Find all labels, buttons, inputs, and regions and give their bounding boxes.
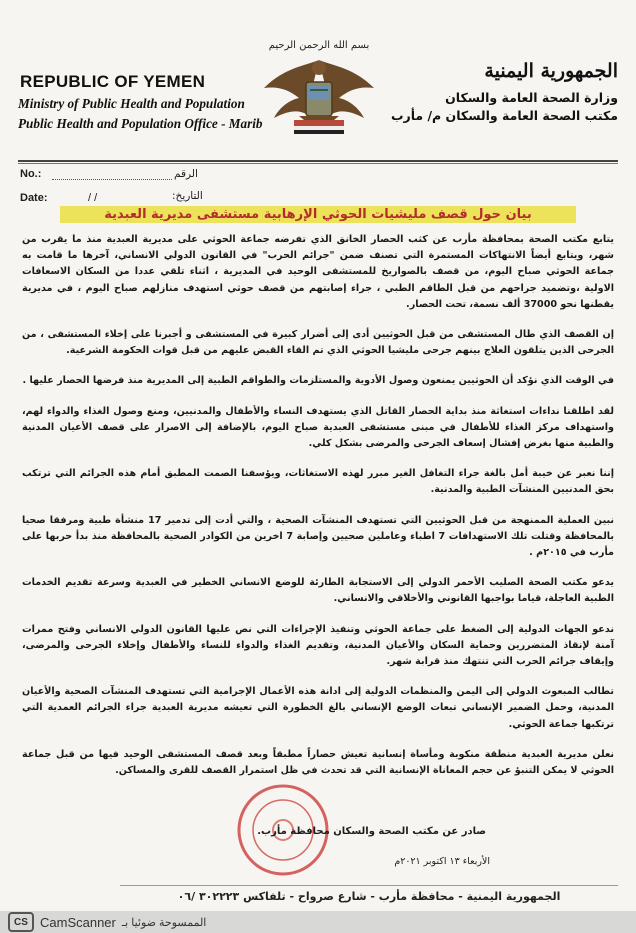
ministry-name: Ministry of Public Health and Population — [18, 96, 245, 111]
paragraph: تطالب المبعوث الدولي إلى اليمن والمنظمات الدولية إلى ادانة هذه الأعمال الإجرامية التي تستهدف المنشآت الصحية والأعيان المدنية، وحمل الضمير الإنساني تبعات الوضع الإنساني بالغ الخطورة التي تعيشه مديرية العبدية جراء الجرائم العمدية التي ترتكبها جماعة الحوثي. — [22, 686, 614, 730]
paragraph: إننا نعبر عن خيبة أمل بالغة جراء التغافل الغير مبرر لهذه الاستغاثات، ويؤسفنا الصمت المطبق أمام هذه الجرائم التي ترتكب بحق المدنيين المنشآت الطبية والمدنية. — [22, 468, 614, 496]
arabic-date-label: التاريخ: — [172, 190, 203, 202]
no-label: No.: — [20, 168, 42, 180]
address-footer: الجمهورية اليمنية - محافظة مأرب - شارع صرواح - تلفاكس ٣٠٢٢٢٣ /٠٦ — [120, 885, 618, 908]
basmala-text: بسم الله الرحمن الرحيم — [268, 40, 370, 51]
header-divider-thin — [18, 163, 618, 164]
signature-line: صادر عن مكتب الصحة والسكان محافظة مأرب. — [257, 826, 486, 837]
camscanner-bar — [0, 911, 636, 933]
date-slashes: / / — [88, 192, 98, 204]
camscanner-arabic-caption: الممسوحة ضوئيا بـ — [121, 916, 207, 929]
yemen-eagle-emblem-icon — [244, 38, 394, 168]
arabic-no-label: الرقم — [174, 168, 198, 180]
paragraph: ندعو الجهات الدولية إلى الضغط على جماعة الحوثي وتنفيذ الإجراءات التي نص عليها القانون الدولي الانساني وفتح ممرات آمنة لإنقاذ المتضررين وحماية السكان والأعيان المدنية، وتقديم الغذاء والدواء للنساء والأطفال وإخلاء الجرحى والمرضى، وإيقاف جرائم الحرب التي تنتهك منذ قرابة شهر. — [22, 623, 614, 668]
camscanner-name: CamScanner — [40, 914, 116, 930]
arabic-republic-title: الجمهورية اليمنية — [484, 60, 618, 82]
paragraph: يتابع مكتب الصحة بمحافظة مأرب عن كثب الحصار الخانق الذي تفرضه جماعة الحوثي على مديرية العبدية منذ ما يقرب من شهر، ويتابع أيضاً الانتهاكات المستمرة التي تصنف ضمن "جرائم الحرب" في القانون الدولي الانساني، آخرها ما قامت به جماعة الحوثي صباح اليوم، من قصف بالصواريخ للمستشفى الوحيد في المديرية ، اثناء تلقي عددا من السكان الاسعافات الاولية ،وتضميد جراحهم من قبل الطاقم الطبي ، جراء إصابتهم من قصف حوثي استهدف منازلهم صباح اليوم ، في مديرية يقطنها نحو 37000 ألف نسمة، تحت الحصار. — [22, 234, 614, 310]
paragraph: إن القصف الذي طال المستشفى من قبل الحوثيين أدى إلى أضرار كبيرة في المستشفى و أجبرنا على إخلاء المستشفى ، من الجرحى الذين يتلقون العلاج بينهم جرحى مليشيا الحوثي الذي تم القاء القبض عليهم من قبل قوات الحكومة الشرعية. — [22, 329, 614, 357]
paragraph: نبين العملية الممنهجة من قبل الحوثيين التي تستهدف المنشآت الصحية ، والتي أدت إلى تدمير 17 منشأة طبية ومرفقا صحيا بالمحافظة وقتلت تلك الاستهدافات 7 اطباء وعاملين صحيين وإصابة 7 اخرين من الكوادر الصحية بالمحافظة منذ بدأ حربها على مأرب في ٢٠١٥م . — [22, 514, 615, 559]
arabic-letterhead — [390, 60, 618, 123]
statement-title: بيان حول قصف مليشيات الحوثي الإرهابية مستشفى مديرية العبدية — [60, 206, 576, 223]
arabic-office-name: مكتب الصحة العامة والسكان م/ مأرب — [390, 108, 618, 123]
english-letterhead — [18, 72, 268, 132]
issue-date: الأربعاء ١٣ اكتوبر ٢٠٢١م — [394, 856, 490, 867]
paragraph: يدعو مكتب الصحة الصليب الأحمر الدولي إلى الاستجابة الطارئة للوضع الانساني الخطير في العبدية وسرعة تقديم الخدمات الطبية العاجلة، قياما بواجبها القانوني والأخلاقي والانساني. — [22, 577, 614, 605]
camscanner-logo-icon: CS — [8, 912, 34, 932]
no-line — [52, 178, 172, 180]
arabic-ministry-name: وزارة الصحة العامة والسكان — [445, 90, 618, 105]
paragraph: نعلن مديرية العبدية منطقة منكوبة ومأساة إنسانية تعيش حصاراً مطبقاً وبعد قصف المستشفى الوحيد فيها من قبل جماعة الحوثي لا يمكن التنبؤ عن حجم المعاناة الإنسانية التي قد تحدث في ظل استمرار القصف للقرى والمساكن. — [22, 748, 614, 777]
header-divider — [18, 160, 618, 162]
paragraph: لقد اطلقنا نداءات استغاثة منذ بداية الحصار القاتل الذي يستهدف النساء والأطفال والمدنيين، ومنع وصول الغذاء والدواء لهم، واستهداف مركز الغذاء للأطفال في مبنى مستشفى العبدية صباح اليوم، بالإضافة إلى الاصرار على قصف الأعيان المدنية والطبية منها بغرض إفشال إسعاف الجرحى والمرضى بشكل كلي. — [22, 405, 614, 450]
statement-body — [22, 232, 614, 793]
office-name: Public Health and Population Office - Marib — [18, 116, 263, 131]
paragraph: في الوقت الذي نؤكد أن الحوثيين يمنعون وصول الأدوية والمستلزمات والطواقم الطبية إلى المديرية منذ فرضها الحصار عليها . — [22, 375, 614, 387]
republic-title: REPUBLIC OF YEMEN — [20, 72, 206, 91]
date-label: Date: — [20, 192, 48, 204]
